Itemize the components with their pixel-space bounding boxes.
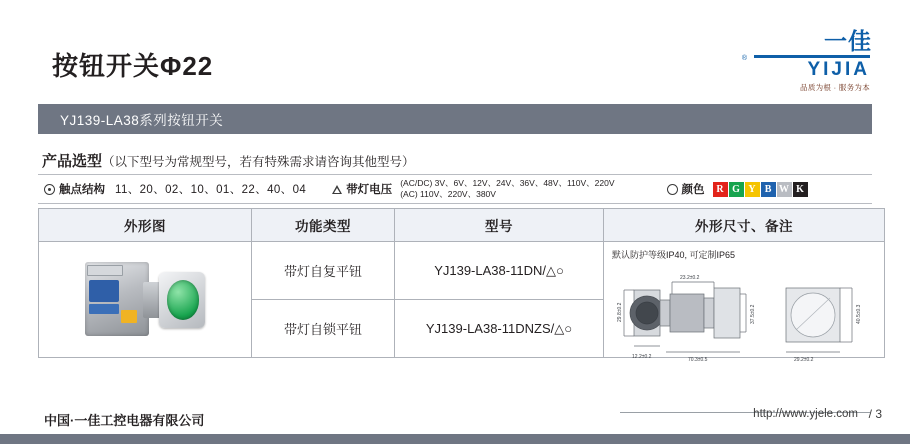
photo-blue-block-lower — [89, 304, 119, 314]
protection-note: 默认防护等级IP40, 可定制IP65 — [612, 250, 736, 260]
page-title: 按钮开关Φ22 — [52, 51, 214, 81]
table-header-row — [39, 209, 885, 242]
selection-title-sub: （以下型号为常规型号，若有特殊需求请咨询其他型号） — [102, 155, 415, 169]
triangle-icon — [332, 185, 342, 194]
selection-title — [42, 150, 415, 171]
dim-bottommid-label: 70.3±0.5 — [688, 357, 708, 363]
logo-slogan: 品质为根 · 服务为本 — [800, 83, 870, 92]
color-chip-red: R — [713, 182, 728, 197]
logo-chinese-mark — [824, 30, 872, 53]
option-color-label-group — [667, 181, 705, 197]
logo-divider — [754, 55, 870, 58]
footer-color-band — [0, 434, 910, 444]
color-chip-list — [705, 182, 808, 197]
option-contact-structure-label-group — [44, 181, 105, 197]
color-chip-yellow: Y — [745, 182, 760, 197]
page-header — [0, 0, 910, 104]
table-header-dimension: 外形尺寸、备注 — [604, 209, 885, 242]
option-lamp-voltage-line2: (AC) 110V、220V、380V — [400, 189, 496, 199]
photo-yellow-tab — [121, 310, 137, 323]
table-header-model: 型号 — [395, 209, 604, 242]
option-lamp-voltage-label: 带灯电压 — [346, 184, 393, 196]
dimension-cell — [604, 242, 885, 363]
table-row — [39, 242, 885, 300]
logo-chinese-text: 一佳 — [824, 28, 872, 54]
color-chip-green: G — [729, 182, 744, 197]
photo-blue-block — [89, 280, 119, 302]
option-strip — [38, 174, 872, 204]
option-lamp-voltage-label-group — [332, 181, 392, 197]
dim-bottomright-label: 29.2±0.2 — [794, 357, 814, 363]
series-bar-label: YJ139-LA38系列按钮开关 — [60, 113, 224, 128]
table-header-outline: 外形图 — [39, 209, 252, 242]
footer-url[interactable]: http://www.yjele.com — [753, 408, 858, 420]
logo-english-text: YIJIA — [807, 59, 870, 80]
dimension-drawings — [610, 264, 878, 368]
dim-top-label: 23.2±0.2 — [680, 275, 700, 281]
page-footer — [0, 396, 910, 448]
color-chip-blue: B — [761, 182, 776, 197]
dim-midright-label: 37.5±0.2 — [750, 304, 756, 324]
row2-model: YJ139-LA38-11DNZS/△○ — [395, 300, 604, 358]
footer-company: 中国·一佳工控电器有限公司 — [44, 413, 205, 428]
option-color — [661, 175, 814, 203]
option-lamp-voltage-values — [392, 178, 614, 199]
option-lamp-voltage-line1: (AC/DC) 3V、6V、12V、24V、36V、48V、110V、220V — [400, 178, 615, 189]
option-color-label: 颜色 — [681, 184, 705, 196]
photo-terminal-screws — [87, 265, 123, 276]
color-chip-white: W — [777, 182, 792, 197]
dim-left-label: 29.8±0.2 — [617, 302, 623, 322]
selection-title-main: 产品选型 — [42, 153, 103, 170]
dim-bottomleft-label: 12.2±0.2 — [632, 354, 652, 360]
option-contact-structure-values: 11、20、02、10、01、22、40、04 — [115, 184, 307, 196]
dot-circle-icon — [44, 184, 55, 195]
circle-icon — [667, 184, 678, 195]
option-lamp-voltage — [326, 175, 620, 203]
option-contact-structure — [38, 175, 312, 203]
registered-trademark-icon: ® — [741, 55, 747, 62]
color-chip-black: K — [793, 182, 808, 197]
dim-right-label: 40.5±0.3 — [856, 304, 862, 324]
push-button-green-photo — [79, 252, 211, 348]
row1-function: 带灯自复平钮 — [252, 242, 395, 300]
row2-function: 带灯自锁平钮 — [252, 300, 395, 358]
product-table — [38, 208, 885, 363]
option-contact-structure-label: 触点结构 — [59, 184, 105, 196]
series-bar — [38, 104, 872, 134]
dimension-drawing-svg — [610, 264, 878, 368]
product-photo-cell — [39, 242, 252, 358]
photo-green-button — [167, 280, 199, 320]
footer-page-number: / 3 — [868, 407, 882, 421]
table-header-function: 功能类型 — [252, 209, 395, 242]
company-logo — [734, 28, 872, 92]
row1-model: YJ139-LA38-11DN/△○ — [395, 242, 604, 300]
